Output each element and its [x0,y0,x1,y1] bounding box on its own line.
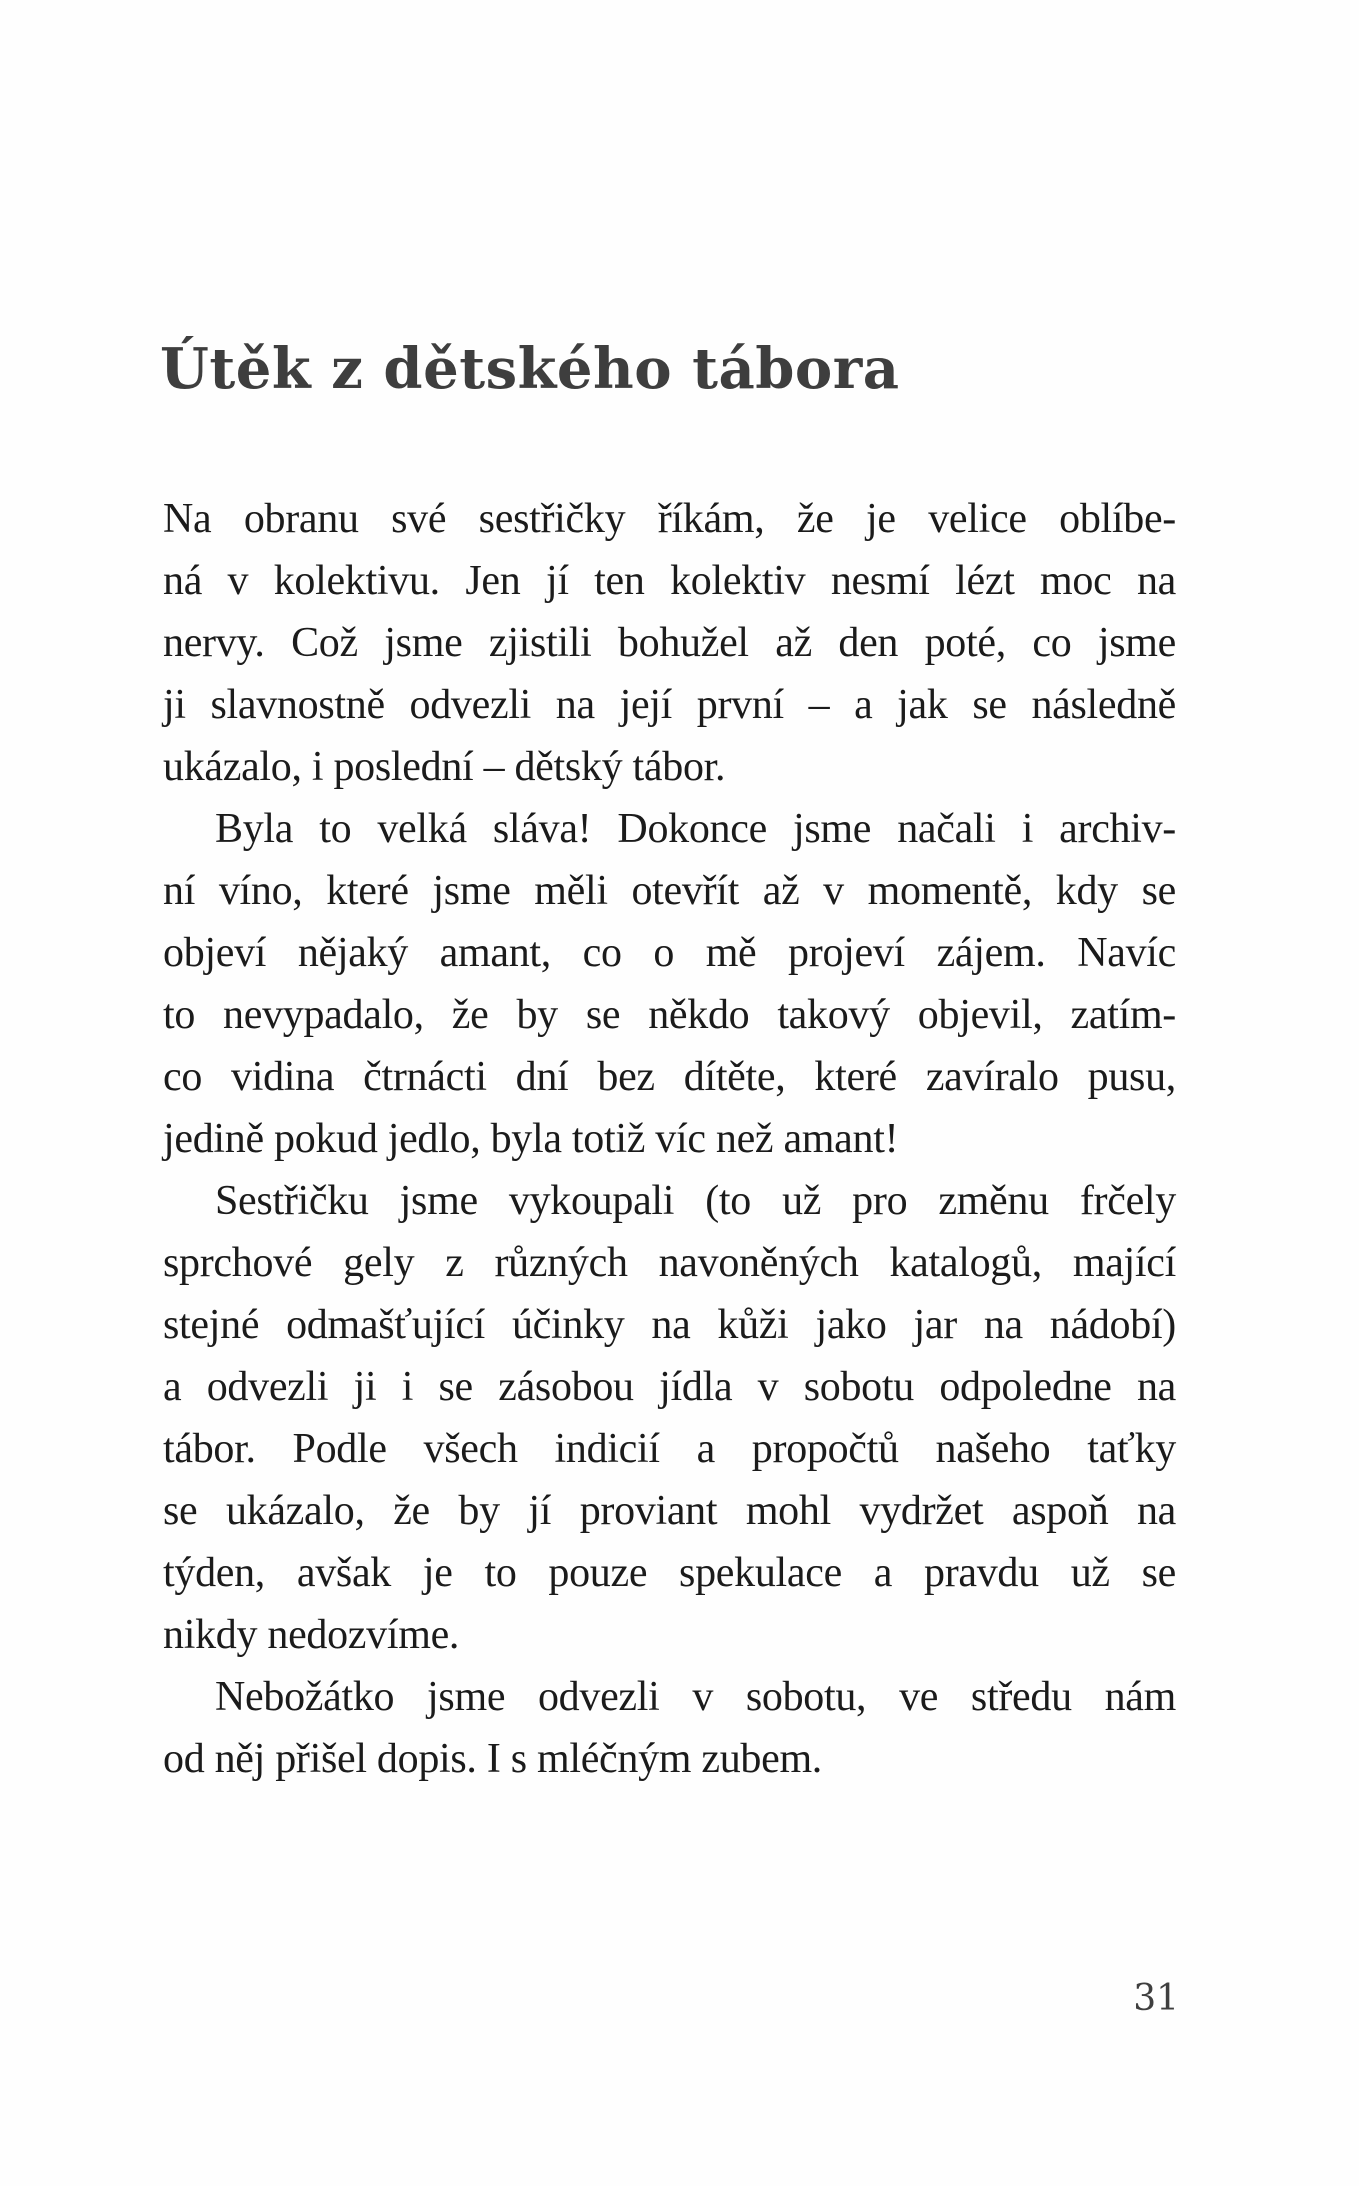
text-line: co vidina čtrnácti dní bez dítěte, které zavíralo pusu, [163,1054,1176,1100]
text-line: se ukázalo, že by jí proviant mohl vydržet aspoň na [163,1488,1176,1534]
text-line: objeví nějaký amant, co o mě projeví zájem. Navíc [163,930,1176,976]
text-line: nikdy nedozvíme. [163,1612,460,1658]
text-line: stejné odmašťující účinky na kůži jako jar na nádobí) [163,1302,1176,1348]
text-line: ukázalo, i poslední – dětský tábor. [163,744,726,790]
text-line: Na obranu své sestřičky říkám, že je velice oblíbe- [163,496,1176,542]
text-line: nervy. Což jsme zjistili bohužel až den poté, co jsme [163,620,1176,666]
body-text [163,488,1176,1790]
page-number: 31 [1133,1978,1179,2019]
text-line: Byla to velká sláva! Dokonce jsme načali i archiv- [215,806,1176,852]
text-line: ji slavnostně odvezli na její první – a jak se následně [163,682,1176,728]
text-line: ná v kolektivu. Jen jí ten kolektiv nesmí lézt moc na [163,558,1176,604]
text-line: Sestřičku jsme vykoupali (to už pro změnu frčely [215,1178,1176,1224]
text-line: tábor. Podle všech indicií a propočtů našeho taťky [163,1426,1176,1472]
text-line: týden, avšak je to pouze spekulace a pravdu už se [163,1550,1176,1596]
text-line: ní víno, které jsme měli otevřít až v momentě, kdy se [163,868,1176,914]
text-line: sprchové gely z různých navoněných katalogů, mající [163,1240,1176,1286]
text-line: a odvezli ji i se zásobou jídla v sobotu odpoledne na [163,1364,1176,1410]
text-line: jedině pokud jedlo, byla totiž víc než amant! [163,1116,899,1162]
chapter-title: Útěk z dětského tábora [160,336,900,402]
text-line: Nebožátko jsme odvezli v sobotu, ve středu nám [215,1674,1176,1720]
text-line: to nevypadalo, že by se někdo takový objevil, zatím- [163,992,1176,1038]
text-line: od něj přišel dopis. I s mléčným zubem. [163,1736,823,1782]
